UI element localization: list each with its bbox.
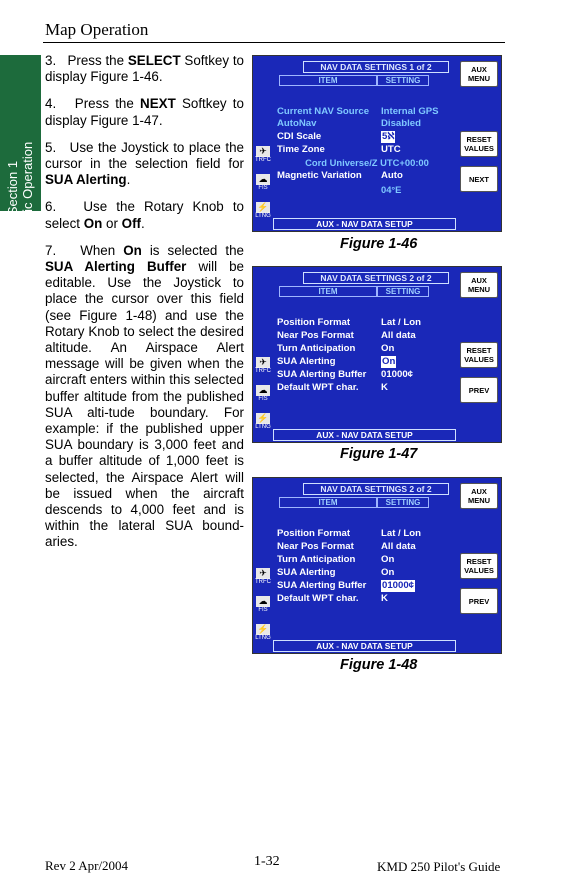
traffic-icon: ✈ [256,357,270,368]
row-label: SUA Alerting [277,567,336,578]
step-4 [45,96,244,128]
row-value: On [381,567,395,578]
column-header-setting: SETTING [377,286,429,297]
lightning-icon: ⚡ [257,202,269,212]
row-value: K [381,382,388,393]
side-key-label: TRFC [255,368,271,374]
step-text: Press the [74,96,141,112]
row-value: All data [381,330,416,341]
row-value: All data [381,541,416,552]
fis-side-key[interactable] [254,174,272,191]
step-number: 3. [45,53,57,68]
weather-icon: ☁ [256,596,270,607]
row-value: On [381,343,395,354]
reset-values-button[interactable]: RESET VALUES [460,342,498,368]
row-label: Magnetic Variation [277,170,362,181]
ltng-side-key[interactable] [254,413,272,430]
figure-1-46-screen [252,55,502,232]
screen-bottom-bar: AUX - NAV DATA SETUP [273,429,456,441]
row-label: Default WPT char. [277,382,359,393]
side-key-label: LTNG [255,635,271,641]
row-value: Auto [381,170,403,181]
row-label: Current NAV Source [277,106,370,117]
page-header: Map Operation [45,20,149,39]
side-key-label: FIS [258,185,268,191]
side-key-label: TRFC [255,579,271,585]
step-text: is selected the [141,242,244,258]
column-header-setting: SETTING [377,497,429,508]
step-6 [45,199,244,231]
figure-caption: Figure 1-46 [340,236,418,252]
side-key-label: FIS [258,396,268,402]
step-number: 4. [45,96,57,112]
row-label: SUA Alerting [277,356,336,367]
reset-values-button[interactable]: RESET VALUES [460,131,498,157]
row-label: Turn Anticipation [277,554,356,565]
lightning-icon: ⚡ [257,624,269,634]
row-value: Lat / Lon [381,317,421,328]
step-keyword: On [123,242,142,258]
step-text: Use the Joystick to place the cursor in the selection field for [45,139,244,172]
row-value: Lat / Lon [381,528,421,539]
step-3 [45,53,244,85]
trfc-side-key[interactable] [254,357,272,374]
footer-revision: Rev 2 Apr/2004 [45,858,129,873]
side-key-label: FIS [258,607,268,613]
fis-side-key[interactable] [254,385,272,402]
trfc-side-key[interactable] [254,568,272,585]
screen-title: NAV DATA SETTINGS 1 of 2 [303,61,449,73]
column-header-setting: SETTING [377,75,429,86]
trfc-side-key[interactable] [254,146,272,163]
step-keyword: SUA Alerting Buffer [45,259,187,275]
row-label: SUA Alerting Buffer [277,369,367,380]
screen-bottom-bar: AUX - NAV DATA SETUP [273,218,456,230]
column-header-item: ITEM [279,497,377,508]
figure-1-48-screen [252,477,502,654]
ltng-side-key[interactable] [254,624,272,641]
step-keyword: NEXT [140,96,176,112]
traffic-icon: ✈ [256,568,270,579]
aux-menu-button[interactable]: AUX MENU [460,61,498,87]
row-value: 01000¢ [381,369,414,380]
step-text: Press the [67,53,128,68]
weather-icon: ☁ [256,385,270,396]
row-label: Turn Anticipation [277,343,356,354]
figure-caption: Figure 1-47 [340,446,418,462]
row-label: Default WPT char. [277,593,359,604]
column-header-item: ITEM [279,75,377,86]
step-text: Softkey to display Figure 1-46. [45,53,244,85]
column-header-item: ITEM [279,286,377,297]
figure-1-47-screen [252,266,502,443]
step-text: will be editable. Use the Joystick to place the cursor over this field (see Figure 1-48) and use the Rotary Knob to select the desired altitude. An Airspace Alert message will be given when the aircraft enters within this selected buffer altitude from the published SUA alti-tude boundary. For example: if the published upper SUA boundary is 3,000 feet and a buffer altitude of 1,000 feet is selected, the Airspace Alert will be issued when the aircraft descends to 4,000 feet and is within the lateral SUA bound-aries. [45,259,245,550]
lightning-icon: ⚡ [257,413,269,423]
step-number: 7. [45,242,57,258]
row-value: Disabled [381,118,421,129]
magnetic-variation-value: 04°E [381,184,402,195]
section-tab-label [5,142,35,235]
instruction-text [45,53,244,562]
footer-page-number: 1-32 [254,854,280,869]
section-tab [0,55,41,235]
row-label: CDI Scale [277,131,322,142]
row-label: Near Pos Format [277,541,354,552]
row-label: SUA Alerting Buffer [277,580,367,591]
row-value-selected: 5ℵ [382,131,395,142]
prev-button[interactable]: PREV [460,377,498,403]
step-text: When [80,242,124,258]
screen-title: NAV DATA SETTINGS 2 of 2 [303,272,449,284]
row-label: AutoNav [277,118,317,129]
fis-side-key[interactable] [254,596,272,613]
aux-menu-button[interactable]: AUX MENU [460,272,498,298]
screen-bottom-bar: AUX - NAV DATA SETUP [273,640,456,652]
row-label: Near Pos Format [277,330,354,341]
screen-title: NAV DATA SETTINGS 2 of 2 [303,483,449,495]
section-tab-line2: Basic Operation [20,141,35,235]
time-zone-detail: Cord Universe/Z UTC+00:00 [305,157,429,168]
header-rule [43,42,505,43]
step-7 [45,243,244,551]
aux-menu-button[interactable]: AUX MENU [460,483,498,509]
row-value: K [381,593,388,604]
row-label: Time Zone [277,144,325,155]
prev-button[interactable]: PREV [460,588,498,614]
row-label: Position Format [277,317,351,328]
step-keyword: On [83,215,103,231]
step-text: Softkey to display Figure 1-47. [45,96,244,128]
row-value-selected: On [382,356,396,367]
step-keyword: SUA Alerting [45,172,127,188]
section-tab-line1: Section 1 [5,160,20,216]
step-keyword: Off [121,215,142,231]
weather-icon: ☁ [256,174,270,185]
row-value: On [381,554,395,565]
side-key-label: LTNG [255,424,271,430]
side-key-label: LTNG [255,213,271,219]
figure-caption: Figure 1-48 [340,657,418,673]
step-text: . [141,215,145,231]
step-text: Use the Rotary Knob to select [45,199,244,231]
ltng-side-key[interactable] [254,202,272,219]
reset-values-button[interactable]: RESET VALUES [460,553,498,579]
side-key-label: TRFC [255,157,271,163]
row-value: UTC [381,144,401,155]
step-keyword: SELECT [127,53,181,68]
row-label: Position Format [277,528,351,539]
step-text: . [126,172,131,188]
next-button[interactable]: NEXT [460,166,498,192]
step-text: or [102,215,122,231]
traffic-icon: ✈ [256,146,270,157]
step-number: 5. [45,139,57,155]
step-number: 6. [45,199,57,215]
footer-guide-title: KMD 250 Pilot's Guide [377,859,501,874]
step-5 [45,140,244,189]
row-value-selected: 01000¢ [382,580,415,591]
row-value: Internal GPS [381,106,439,117]
